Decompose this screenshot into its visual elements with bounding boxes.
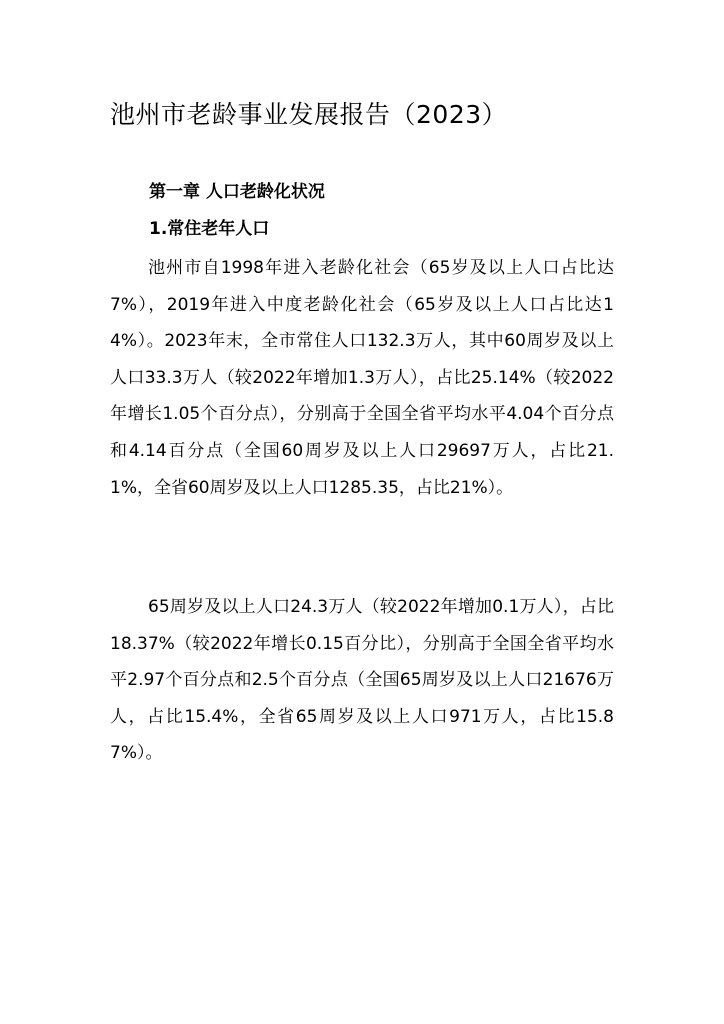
document-title: 池州市老龄事业发展报告（2023） (110, 100, 508, 129)
paragraph-60-plus-population: 池州市自1998年进入老龄化社会（65岁及以上人口占比达7%），2019年进入中度老龄化社会（65岁及以上人口占比达14%）。2023年末，全市常住人口132.3万人，其中60周岁及以上人口33.3万人（较2022年增加1.3万人），占比25.14%（较2022年增长1.05个百分点），分别高于全国全省平均水平4.04个百分点和4.14百分点（全国60周岁及以上人口29697万人，占比21.1%，全省60周岁及以上人口1285.35，占比21%）。 (110, 258, 614, 498)
chapter-heading: 第一章 人口老龄化状况 (149, 182, 325, 202)
paragraph-65-plus-population: 65周岁及以上人口24.3万人（较2022年增加0.1万人），占比18.37%（较2022年增长0.15百分比），分别高于全国全省平均水平2.97个百分点和2.5个百分点（全国65周岁及以上人口21676万人，占比15.4%，全省65周岁及以上人口971万人，占比15.87%）。 (110, 597, 614, 764)
section-heading: 1.常住老年人口 (149, 219, 270, 239)
